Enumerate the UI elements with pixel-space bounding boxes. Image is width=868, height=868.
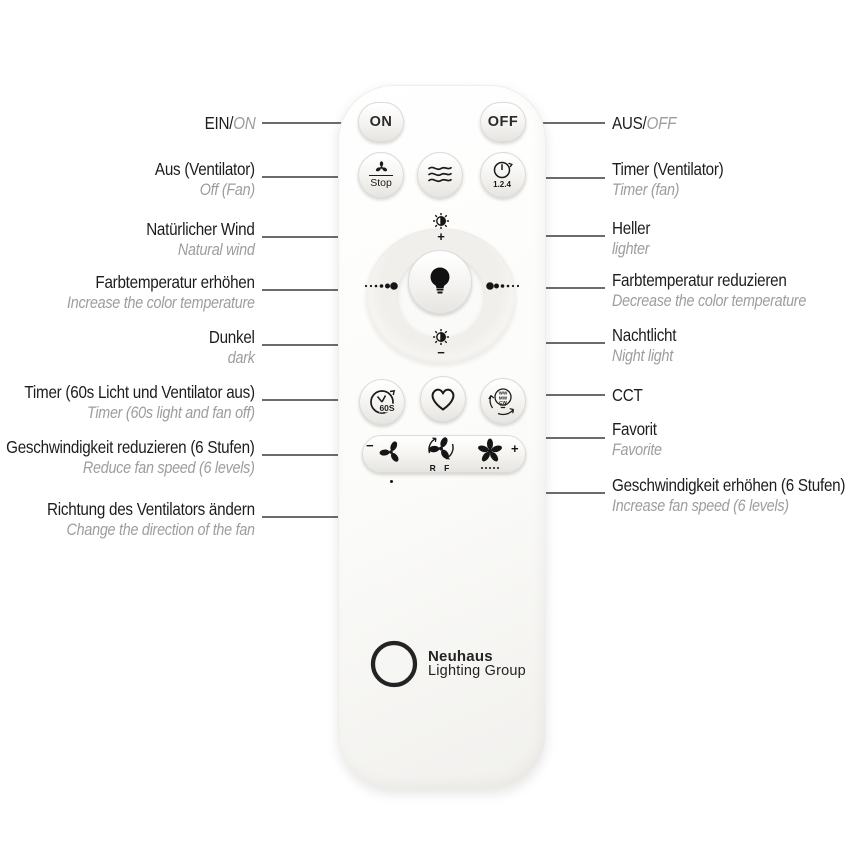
brand-logo <box>369 639 526 689</box>
fan-icon <box>374 161 389 174</box>
fan-speed-bar <box>362 435 526 473</box>
fan-timer-button[interactable] <box>480 152 526 198</box>
annotation-primary: Richtung des Ventilators ändern <box>47 499 255 519</box>
on-button[interactable] <box>358 102 404 142</box>
remote-control <box>338 85 546 790</box>
annotation-row <box>7 436 255 479</box>
annotation-row <box>67 271 255 314</box>
annotation-primary: Favorit <box>612 419 657 439</box>
speed-level-dots <box>480 463 500 469</box>
bulb-icon <box>425 265 455 299</box>
annotation-row <box>612 158 723 201</box>
annotation-primary: EIN/ <box>204 113 233 133</box>
speed-level-dot <box>390 480 393 483</box>
clock-icon <box>489 159 517 191</box>
color-temp-decrease-button[interactable] <box>486 280 520 292</box>
annotation-secondary: Night light <box>612 347 673 365</box>
cct-level-ww: WW <box>498 390 508 396</box>
off-button[interactable] <box>480 102 526 142</box>
annotation-primary: Dunkel <box>209 327 255 347</box>
natural-wind-button[interactable] <box>417 152 463 198</box>
annotation-secondary: Natural wind <box>178 241 255 259</box>
fan-speed-down-button[interactable] <box>366 438 374 459</box>
logo-tagline: Lighting Group <box>428 662 526 679</box>
fan-timer-label: 1.2.4 <box>493 180 511 189</box>
darker-button[interactable] <box>430 328 452 358</box>
on-button-label: ON <box>369 114 393 130</box>
annotation-secondary: OFF <box>646 113 677 133</box>
annotation-primary: Timer (60s Licht und Ventilator aus) <box>24 382 255 402</box>
fan-stop-label: Stop <box>370 177 392 190</box>
timer-60s-button[interactable] <box>359 379 405 425</box>
speed-plus-wrap[interactable] <box>511 440 519 458</box>
annotation-secondary: Change the direction of the fan <box>66 521 255 539</box>
logo-text <box>428 647 526 679</box>
annotation-primary: Natürlicher Wind <box>146 219 255 239</box>
fan-stop-button[interactable] <box>358 152 404 198</box>
annotation-row <box>612 474 845 517</box>
annotation-primary: Aus (Ventilator) <box>155 159 255 179</box>
annotation-secondary: Reduce fan speed (6 levels) <box>83 459 256 477</box>
fan-speed-down-icon-wrap[interactable] <box>378 439 404 488</box>
clock-arrow-icon <box>364 384 400 420</box>
annotation-primary: CCT <box>612 385 643 405</box>
color-temp-increase-button[interactable] <box>364 280 398 292</box>
annotation-row <box>209 326 255 369</box>
annotation-secondary: ON <box>232 113 255 133</box>
annotation-primary: Farbtemperatur erhöhen <box>95 272 256 292</box>
dots-decreasing-icon <box>486 280 520 292</box>
bulb-cycle-icon <box>483 381 523 421</box>
annotation-row <box>25 381 255 424</box>
annotation-row <box>612 324 676 367</box>
heart-icon <box>428 385 458 413</box>
annotation-row <box>155 158 255 201</box>
annotation-row <box>147 218 255 261</box>
annotation-primary: Geschwindigkeit erhöhen (6 Stufen) <box>612 475 846 495</box>
annotation-row <box>612 384 643 406</box>
fan-direction-label: R F <box>429 463 453 473</box>
night-light-button[interactable] <box>408 250 472 314</box>
annotation-secondary: Increase the color temperature <box>67 294 255 312</box>
fan-speed-up-button[interactable] <box>475 437 505 469</box>
brighter-sign: + <box>437 229 445 244</box>
annotation-row <box>612 217 650 260</box>
annotation-primary: Nachtlicht <box>612 325 677 345</box>
annotation-secondary: Off (Fan) <box>199 181 255 199</box>
cct-level-cw: CW <box>499 400 507 406</box>
annotation-primary: Farbtemperatur reduzieren <box>612 270 787 290</box>
cct-level-mw: MW <box>498 395 508 401</box>
annotation-secondary: Increase fan speed (6 levels) <box>612 497 789 515</box>
logo-ring-icon <box>369 639 419 689</box>
annotation-secondary: dark <box>228 349 255 367</box>
annotation-secondary: Favorite <box>612 441 662 459</box>
fan-direction-button[interactable] <box>423 435 459 473</box>
annotation-primary: Heller <box>612 218 651 238</box>
annotation-row <box>612 112 676 134</box>
dots-increasing-icon <box>364 280 398 292</box>
annotation-secondary: Timer (60s light and fan off) <box>87 404 255 422</box>
speed-plus-sign: + <box>511 441 519 456</box>
cct-button[interactable] <box>480 378 526 424</box>
annotation-secondary: Timer (fan) <box>612 181 680 199</box>
annotation-row <box>204 112 255 134</box>
annotation-secondary: lighter <box>612 240 650 258</box>
stop-divider <box>369 175 393 177</box>
waves-icon <box>426 164 454 186</box>
timer-60s-label: 60S <box>379 403 395 413</box>
annotation-row <box>612 418 662 461</box>
logo-brand: Neuhaus <box>428 647 493 665</box>
annotation-primary: Timer (Ventilator) <box>612 159 724 179</box>
speed-minus-sign: − <box>366 438 374 453</box>
darker-sign: − <box>437 345 445 360</box>
fan-large-icon <box>475 437 505 465</box>
brighter-button[interactable] <box>430 212 452 242</box>
off-button-label: OFF <box>487 114 519 130</box>
favorite-button[interactable] <box>420 376 466 422</box>
annotation-primary: AUS/ <box>612 113 647 133</box>
annotation-primary: Geschwindigkeit reduzieren (6 Stufen) <box>6 437 255 457</box>
annotation-row <box>612 269 806 312</box>
fan-small-icon <box>378 439 404 465</box>
annotation-secondary: Decrease the color temperature <box>612 292 807 310</box>
fan-rotate-icon <box>423 435 459 463</box>
annotation-row <box>47 498 255 541</box>
